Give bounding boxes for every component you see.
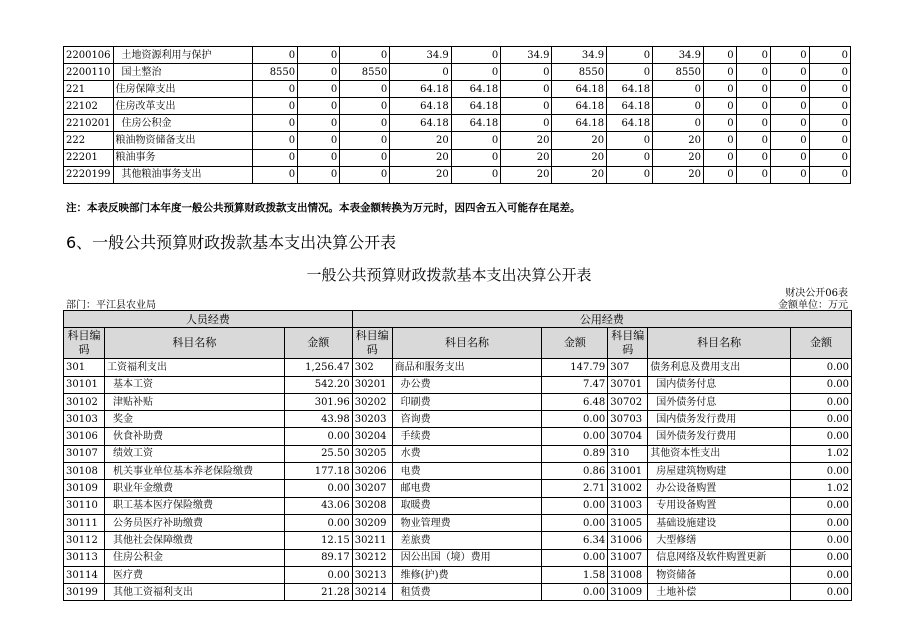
amount-cell: 8550 (653, 64, 704, 81)
subject-name: 专用设备购置 (648, 497, 791, 514)
subject-code: 30111 (64, 514, 105, 531)
amount-cell: 1.02 (791, 445, 852, 462)
amount-cell: 0.00 (542, 549, 608, 566)
table-row (64, 47, 851, 64)
subject-code: 31005 (608, 514, 648, 531)
amount-cell: 0.00 (542, 514, 608, 531)
subject-code: 30102 (64, 393, 105, 410)
amount-cell: 0.00 (791, 584, 852, 601)
subject-name: 国外债务发行费用 (648, 428, 791, 445)
amount-cell: 0 (809, 132, 850, 149)
amount-cell: 0 (703, 149, 736, 166)
table-row (64, 81, 851, 98)
amount-cell: 0 (253, 149, 298, 166)
table-row (64, 584, 852, 601)
subject-name: 津贴补贴 (104, 393, 284, 410)
amount-cell: 0.00 (791, 497, 852, 514)
department-label: 部门：平江县农业局 (66, 300, 156, 311)
group-public-header: 公用经费 (352, 311, 851, 328)
amount-cell: 64.18 (607, 115, 653, 132)
amount-cell: 0 (653, 98, 704, 115)
subject-code: 22201 (64, 149, 114, 166)
amount-cell: 0.00 (542, 584, 608, 601)
subject-name: 租赁费 (392, 584, 542, 601)
table-row (64, 428, 852, 445)
amount-cell: 0.89 (542, 445, 608, 462)
col-code-header: 科目编码 (352, 328, 392, 359)
amount-cell: 43.98 (284, 411, 352, 428)
subject-name: 办公费 (392, 376, 542, 393)
amount-cell: 0 (253, 115, 298, 132)
table-row (64, 115, 851, 132)
subject-code: 31003 (608, 497, 648, 514)
amount-cell: 20 (653, 166, 704, 183)
amount-cell: 0 (607, 166, 653, 183)
subject-code: 31006 (608, 532, 648, 549)
subject-code: 2200110 (64, 64, 114, 81)
subject-code: 2210201 (64, 115, 114, 132)
amount-cell: 0 (253, 81, 298, 98)
subject-name: 办公设备购置 (648, 480, 791, 497)
subject-name: 职业年金缴费 (104, 480, 284, 497)
amount-cell: 0 (809, 98, 850, 115)
subject-code: 30110 (64, 497, 105, 514)
subject-name: 基本工资 (104, 376, 284, 393)
amount-cell: 20 (552, 132, 607, 149)
amount-cell: 0 (653, 81, 704, 98)
subject-code: 301 (64, 359, 105, 376)
amount-cell: 0.00 (791, 463, 852, 480)
subject-name: 基础设施建设 (648, 514, 791, 531)
amount-cell: 147.79 (542, 359, 608, 376)
subject-name: 维修(护)费 (392, 566, 542, 583)
subject-name: 住房公积金 (113, 115, 253, 132)
amount-cell: 0 (770, 64, 809, 81)
expenditure-table-body (64, 47, 851, 184)
subject-code: 30199 (64, 584, 105, 601)
subject-code: 30109 (64, 480, 105, 497)
amount-cell: 34.9 (501, 47, 552, 64)
amount-cell: 0 (340, 166, 390, 183)
col-name-header: 科目名称 (392, 328, 542, 359)
subject-name: 信息网络及软件购置更新 (648, 549, 791, 566)
amount-cell: 0 (653, 115, 704, 132)
amount-cell: 64.18 (390, 115, 452, 132)
col-code-header: 科目编码 (608, 328, 648, 359)
amount-cell: 34.9 (653, 47, 704, 64)
col-amount-header: 金额 (542, 328, 608, 359)
basic-expenditure-table-body (64, 311, 852, 601)
amount-cell: 0.00 (791, 359, 852, 376)
subject-name: 其他社会保障缴费 (104, 532, 284, 549)
amount-cell: 0 (736, 166, 770, 183)
group-header-row (64, 311, 852, 328)
amount-cell: 20 (653, 132, 704, 149)
amount-cell: 0 (703, 115, 736, 132)
table-row (64, 376, 852, 393)
subject-name: 国内债务发行费用 (648, 411, 791, 428)
amount-cell: 6.34 (542, 532, 608, 549)
amount-cell: 0 (736, 47, 770, 64)
col-name-header: 科目名称 (648, 328, 791, 359)
subject-name: 国土整治 (113, 64, 253, 81)
amount-cell: 0.00 (284, 480, 352, 497)
amount-cell: 20 (653, 149, 704, 166)
amount-cell: 25.50 (284, 445, 352, 462)
amount-cell: 2.71 (542, 480, 608, 497)
subject-code: 2220199 (64, 166, 114, 183)
group-personnel-header: 人员经费 (64, 311, 353, 328)
table-row (64, 359, 852, 376)
amount-cell: 0 (298, 47, 340, 64)
col-name-header: 科目名称 (104, 328, 284, 359)
subject-name: 医疗费 (104, 566, 284, 583)
amount-cell: 0 (607, 64, 653, 81)
amount-cell: 0 (703, 64, 736, 81)
amount-cell: 0 (703, 81, 736, 98)
table-row (64, 445, 852, 462)
amount-cell: 20 (552, 166, 607, 183)
amount-cell: 0.00 (542, 428, 608, 445)
subject-name: 住房保障支出 (113, 81, 253, 98)
table-row (64, 549, 852, 566)
subject-name: 物资储备 (648, 566, 791, 583)
amount-cell: 0 (770, 166, 809, 183)
subject-name: 奖金 (104, 411, 284, 428)
subject-name: 印刷费 (392, 393, 542, 410)
amount-cell: 64.18 (552, 115, 607, 132)
subject-code: 31009 (608, 584, 648, 601)
subject-name: 邮电费 (392, 480, 542, 497)
amount-cell: 0.00 (284, 428, 352, 445)
amount-cell: 0 (298, 81, 340, 98)
subject-name: 粮油物资储备支出 (113, 132, 253, 149)
table-row (64, 463, 852, 480)
subject-code: 30207 (352, 480, 392, 497)
amount-cell: 7.47 (542, 376, 608, 393)
subject-code: 30212 (352, 549, 392, 566)
subject-code: 30209 (352, 514, 392, 531)
subject-code: 30114 (64, 566, 105, 583)
subject-code: 30701 (608, 376, 648, 393)
amount-cell: 64.18 (451, 115, 500, 132)
col-code-header: 科目编码 (64, 328, 105, 359)
amount-cell: 20 (390, 149, 452, 166)
amount-cell: 0 (809, 81, 850, 98)
amount-cell: 0 (809, 64, 850, 81)
amount-cell: 0.00 (284, 566, 352, 583)
amount-cell: 0 (298, 115, 340, 132)
amount-cell: 0 (451, 64, 500, 81)
table-row (64, 480, 852, 497)
expenditure-table-top (63, 46, 851, 184)
subject-name: 电费 (392, 463, 542, 480)
amount-cell: 21.28 (284, 584, 352, 601)
subject-name: 大型修缮 (648, 532, 791, 549)
amount-cell: 0 (703, 132, 736, 149)
amount-cell: 0 (770, 115, 809, 132)
table-row (64, 566, 852, 583)
amount-cell: 0.00 (542, 411, 608, 428)
amount-cell: 0.00 (791, 549, 852, 566)
subject-code: 30205 (352, 445, 392, 462)
subject-name: 职工基本医疗保险缴费 (104, 497, 284, 514)
subject-name: 债务利息及费用支出 (648, 359, 791, 376)
amount-cell: 1.58 (542, 566, 608, 583)
subject-code: 30211 (352, 532, 392, 549)
column-header-row (64, 328, 852, 359)
amount-cell: 0 (298, 98, 340, 115)
subject-name: 水费 (392, 445, 542, 462)
amount-cell: 0 (736, 81, 770, 98)
amount-cell: 43.06 (284, 497, 352, 514)
subject-name: 绩效工资 (104, 445, 284, 462)
table-row (64, 393, 852, 410)
amount-cell: 12.15 (284, 532, 352, 549)
amount-cell: 0 (340, 47, 390, 64)
subject-name: 咨询费 (392, 411, 542, 428)
table-row (64, 166, 851, 183)
subject-name: 其他粮油事务支出 (113, 166, 253, 183)
amount-cell: 20 (501, 166, 552, 183)
subject-code: 30208 (352, 497, 392, 514)
subject-code: 222 (64, 132, 114, 149)
amount-cell: 64.18 (451, 81, 500, 98)
amount-cell: 0 (703, 98, 736, 115)
amount-cell: 1.02 (791, 480, 852, 497)
amount-cell: 0 (809, 149, 850, 166)
amount-cell: 0 (298, 166, 340, 183)
amount-cell: 0.00 (791, 393, 852, 410)
amount-cell: 64.18 (390, 81, 452, 98)
subject-code: 30101 (64, 376, 105, 393)
amount-cell: 0.00 (542, 497, 608, 514)
subject-code: 30203 (352, 411, 392, 428)
subject-code: 31008 (608, 566, 648, 583)
subject-name: 公务员医疗补助缴费 (104, 514, 284, 531)
subject-name: 取暖费 (392, 497, 542, 514)
subject-code: 22102 (64, 98, 114, 115)
subject-code: 310 (608, 445, 648, 462)
subject-name: 差旅费 (392, 532, 542, 549)
table-row (64, 514, 852, 531)
amount-cell: 0 (340, 98, 390, 115)
amount-cell: 0 (340, 115, 390, 132)
basic-expenditure-table (63, 310, 852, 601)
amount-cell: 0 (770, 149, 809, 166)
amount-cell: 0.00 (791, 566, 852, 583)
amount-cell: 20 (390, 166, 452, 183)
form-number: 财决公开06表 (785, 288, 848, 299)
subject-code: 30113 (64, 549, 105, 566)
amount-cell: 8550 (552, 64, 607, 81)
amount-cell: 0 (340, 81, 390, 98)
table-note: 注：本表反映部门本年度一般公共预算财政拨款支出情况。本表金额转换为万元时，因四舍五入可能存在尾差。 (66, 202, 581, 214)
subject-name: 住房公积金 (104, 549, 284, 566)
subject-code: 30206 (352, 463, 392, 480)
table-row (64, 64, 851, 81)
amount-cell: 8550 (253, 64, 298, 81)
subject-name: 国外债务付息 (648, 393, 791, 410)
subject-code: 31002 (608, 480, 648, 497)
subject-code: 30204 (352, 428, 392, 445)
amount-cell: 0 (770, 98, 809, 115)
subject-code: 30703 (608, 411, 648, 428)
table-row (64, 132, 851, 149)
amount-cell: 64.18 (552, 98, 607, 115)
col-amount-header: 金额 (284, 328, 352, 359)
subject-code: 31007 (608, 549, 648, 566)
subject-name: 粮油事务 (113, 149, 253, 166)
subject-code: 2200106 (64, 47, 114, 64)
amount-cell: 0 (736, 98, 770, 115)
amount-cell: 0.00 (791, 514, 852, 531)
subject-name: 房屋建筑物购建 (648, 463, 791, 480)
amount-cell: 0 (298, 132, 340, 149)
subject-code: 30103 (64, 411, 105, 428)
amount-cell: 8550 (340, 64, 390, 81)
amount-cell: 0 (736, 115, 770, 132)
amount-cell: 0 (451, 132, 500, 149)
amount-cell: 0 (390, 64, 452, 81)
amount-cell: 0 (736, 64, 770, 81)
amount-cell: 0 (501, 115, 552, 132)
amount-cell: 0 (809, 115, 850, 132)
amount-cell: 64.18 (390, 98, 452, 115)
table-row (64, 149, 851, 166)
amount-cell: 0.00 (791, 428, 852, 445)
subject-code: 30201 (352, 376, 392, 393)
subject-name: 其他资本性支出 (648, 445, 791, 462)
amount-cell: 34.9 (390, 47, 452, 64)
amount-cell: 0 (607, 132, 653, 149)
amount-cell: 0 (770, 47, 809, 64)
section-heading: 6、一般公共预算财政拨款基本支出决算公开表 (66, 233, 397, 252)
amount-cell: 64.18 (552, 81, 607, 98)
subject-code: 221 (64, 81, 114, 98)
table-row (64, 411, 852, 428)
subject-name: 商品和服务支出 (392, 359, 542, 376)
amount-cell: 0.00 (791, 376, 852, 393)
table-title: 一般公共预算财政拨款基本支出决算公开表 (306, 266, 592, 284)
amount-cell: 20 (552, 149, 607, 166)
subject-code: 307 (608, 359, 648, 376)
subject-name: 土地资源利用与保护 (113, 47, 253, 64)
amount-cell: 542.20 (284, 376, 352, 393)
table-row (64, 532, 852, 549)
subject-code: 30702 (608, 393, 648, 410)
amount-cell: 0 (809, 166, 850, 183)
subject-name: 因公出国（境）费用 (392, 549, 542, 566)
subject-name: 国内债务付息 (648, 376, 791, 393)
amount-cell: 64.18 (607, 98, 653, 115)
subject-code: 31001 (608, 463, 648, 480)
table-row (64, 98, 851, 115)
subject-code: 30107 (64, 445, 105, 462)
amount-cell: 0 (298, 149, 340, 166)
subject-code: 30214 (352, 584, 392, 601)
amount-cell: 0 (736, 132, 770, 149)
amount-cell: 0 (253, 166, 298, 183)
subject-name: 住房改革支出 (113, 98, 253, 115)
amount-cell: 0 (340, 149, 390, 166)
subject-code: 30106 (64, 428, 105, 445)
subject-name: 物业管理费 (392, 514, 542, 531)
amount-cell: 0 (451, 47, 500, 64)
subject-code: 30112 (64, 532, 105, 549)
amount-cell: 64.18 (451, 98, 500, 115)
amount-cell: 89.17 (284, 549, 352, 566)
subject-name: 手续费 (392, 428, 542, 445)
amount-cell: 20 (501, 149, 552, 166)
amount-cell: 0 (501, 64, 552, 81)
subject-name: 工资福利支出 (104, 359, 284, 376)
subject-name: 机关事业单位基本养老保险缴费 (104, 463, 284, 480)
subject-name: 其他工资福利支出 (104, 584, 284, 601)
amount-cell: 301.96 (284, 393, 352, 410)
amount-cell: 20 (501, 132, 552, 149)
subject-code: 302 (352, 359, 392, 376)
amount-cell: 0 (253, 98, 298, 115)
amount-cell: 0 (703, 47, 736, 64)
amount-cell: 0 (770, 81, 809, 98)
amount-cell: 64.18 (607, 81, 653, 98)
amount-cell: 1,256.47 (284, 359, 352, 376)
amount-cell: 0 (607, 149, 653, 166)
amount-cell: 0 (809, 47, 850, 64)
subject-code: 30108 (64, 463, 105, 480)
amount-cell: 0.00 (791, 411, 852, 428)
amount-cell: 0 (501, 81, 552, 98)
amount-cell: 0 (607, 47, 653, 64)
amount-cell: 0 (770, 132, 809, 149)
amount-cell: 177.18 (284, 463, 352, 480)
amount-cell: 0 (451, 166, 500, 183)
subject-name: 伙食补助费 (104, 428, 284, 445)
amount-cell: 0.00 (284, 514, 352, 531)
table-row (64, 497, 852, 514)
amount-cell: 0 (253, 47, 298, 64)
amount-cell: 34.9 (552, 47, 607, 64)
amount-cell: 20 (390, 132, 452, 149)
amount-cell: 0 (340, 132, 390, 149)
amount-cell: 6.48 (542, 393, 608, 410)
amount-cell: 0 (703, 166, 736, 183)
subject-code: 30704 (608, 428, 648, 445)
subject-code: 30202 (352, 393, 392, 410)
amount-cell: 0 (501, 98, 552, 115)
amount-cell: 0 (253, 132, 298, 149)
subject-code: 30213 (352, 566, 392, 583)
amount-unit: 金额单位：万元 (778, 300, 848, 311)
amount-cell: 0.86 (542, 463, 608, 480)
amount-cell: 0 (298, 64, 340, 81)
amount-cell: 0 (451, 149, 500, 166)
col-amount-header: 金额 (791, 328, 852, 359)
subject-name: 土地补偿 (648, 584, 791, 601)
amount-cell: 0 (736, 149, 770, 166)
amount-cell: 0.00 (791, 532, 852, 549)
